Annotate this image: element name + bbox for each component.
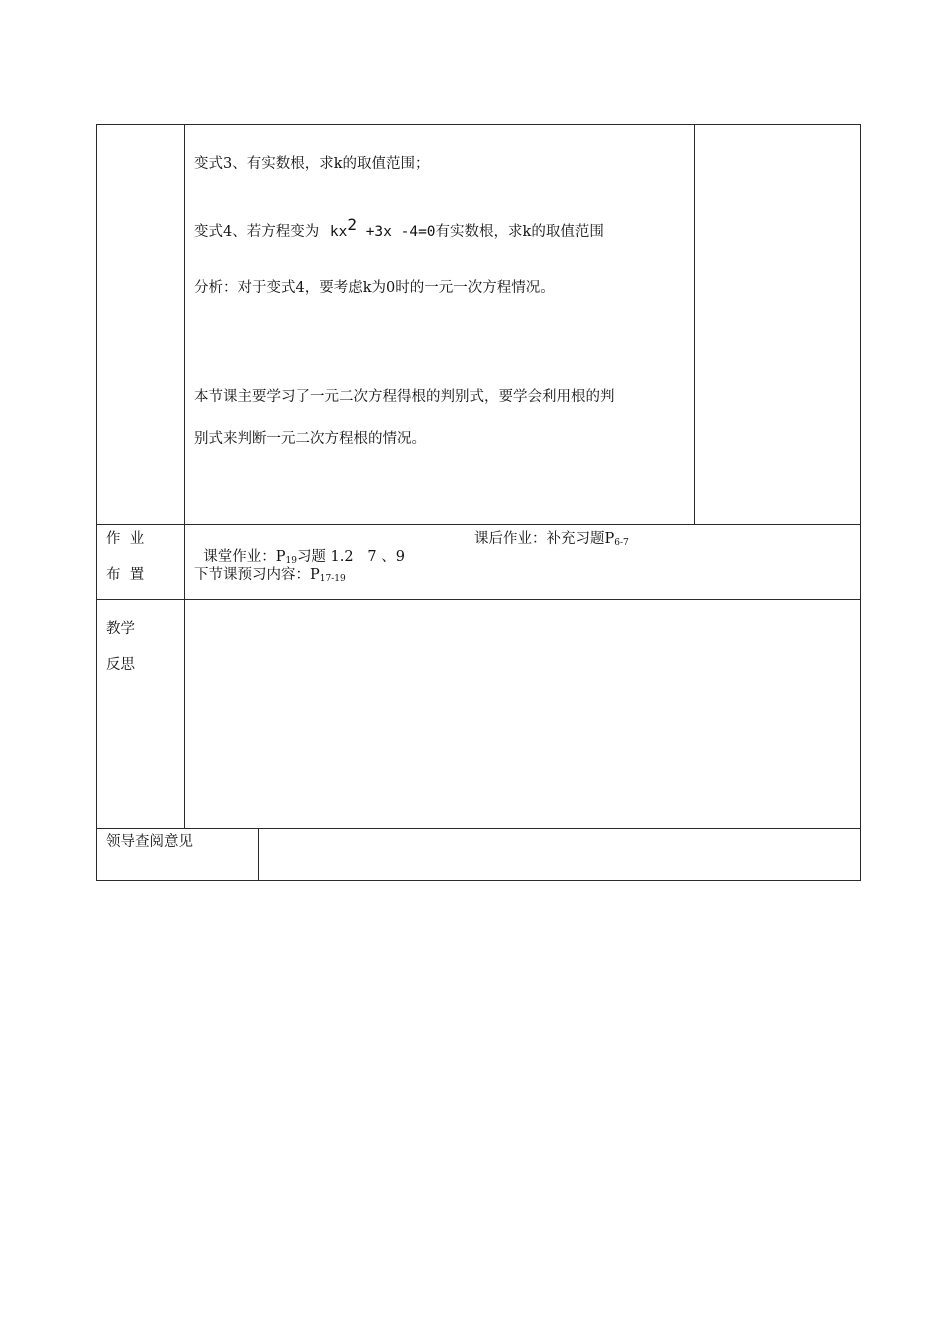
homework-label-line1: 作 业 (106, 531, 145, 547)
row-divider-homework (96, 524, 861, 525)
variant3-text: 变式3、有实数根，求k的取值范围； (194, 156, 430, 172)
review-label: 领导查阅意见 (106, 834, 193, 850)
class-homework (194, 530, 405, 570)
variant4-eq-b: +3x -4=0 (365, 224, 436, 240)
variant4-prefix: 变式4、若方程变为 (194, 224, 320, 240)
reflection-label-line2: 反思 (106, 657, 135, 673)
preview-pages: 17-19 (319, 574, 346, 584)
variant4-eq-exponent: 2 (347, 215, 357, 234)
table-border-bottom (96, 880, 861, 881)
summary-line-1: 本节课主要学习了一元二次方程得根的判别式，要学会利用根的判 (194, 389, 615, 405)
notes-column-divider (694, 124, 695, 524)
row-divider-review (96, 828, 861, 829)
row-divider-reflection (96, 599, 861, 600)
class-homework-prefix: 课堂作业：P (203, 549, 286, 565)
after-class-homework (474, 530, 629, 552)
preview-prefix: 下节课预习内容：P (194, 567, 320, 583)
after-class-pages: 6-7 (614, 538, 629, 548)
variant4-equation (329, 215, 436, 240)
variant4-text (194, 216, 604, 241)
preview-content (194, 566, 346, 588)
analysis-text: 分析：对于变式4，要考虑k为0时的一元一次方程情况。 (194, 280, 555, 296)
table-border-left (96, 124, 97, 881)
variant4-suffix: 有实数根，求k的取值范围 (435, 224, 604, 240)
review-column-divider (258, 828, 259, 880)
variant4-eq-a: kx (329, 224, 348, 240)
table-border-top (96, 124, 861, 125)
class-homework-suffix: 习题 1.2 7 、9 (296, 549, 405, 565)
label-column-divider (184, 124, 185, 828)
summary-line-2: 别式来判断一元二次方程根的情况。 (194, 431, 426, 447)
homework-label-line2: 布 置 (106, 567, 145, 583)
after-class-prefix: 课后作业：补充习题P (474, 531, 615, 547)
table-border-right (860, 124, 861, 881)
class-homework-page: 19 (285, 556, 297, 566)
reflection-label-line1: 教学 (106, 621, 135, 637)
